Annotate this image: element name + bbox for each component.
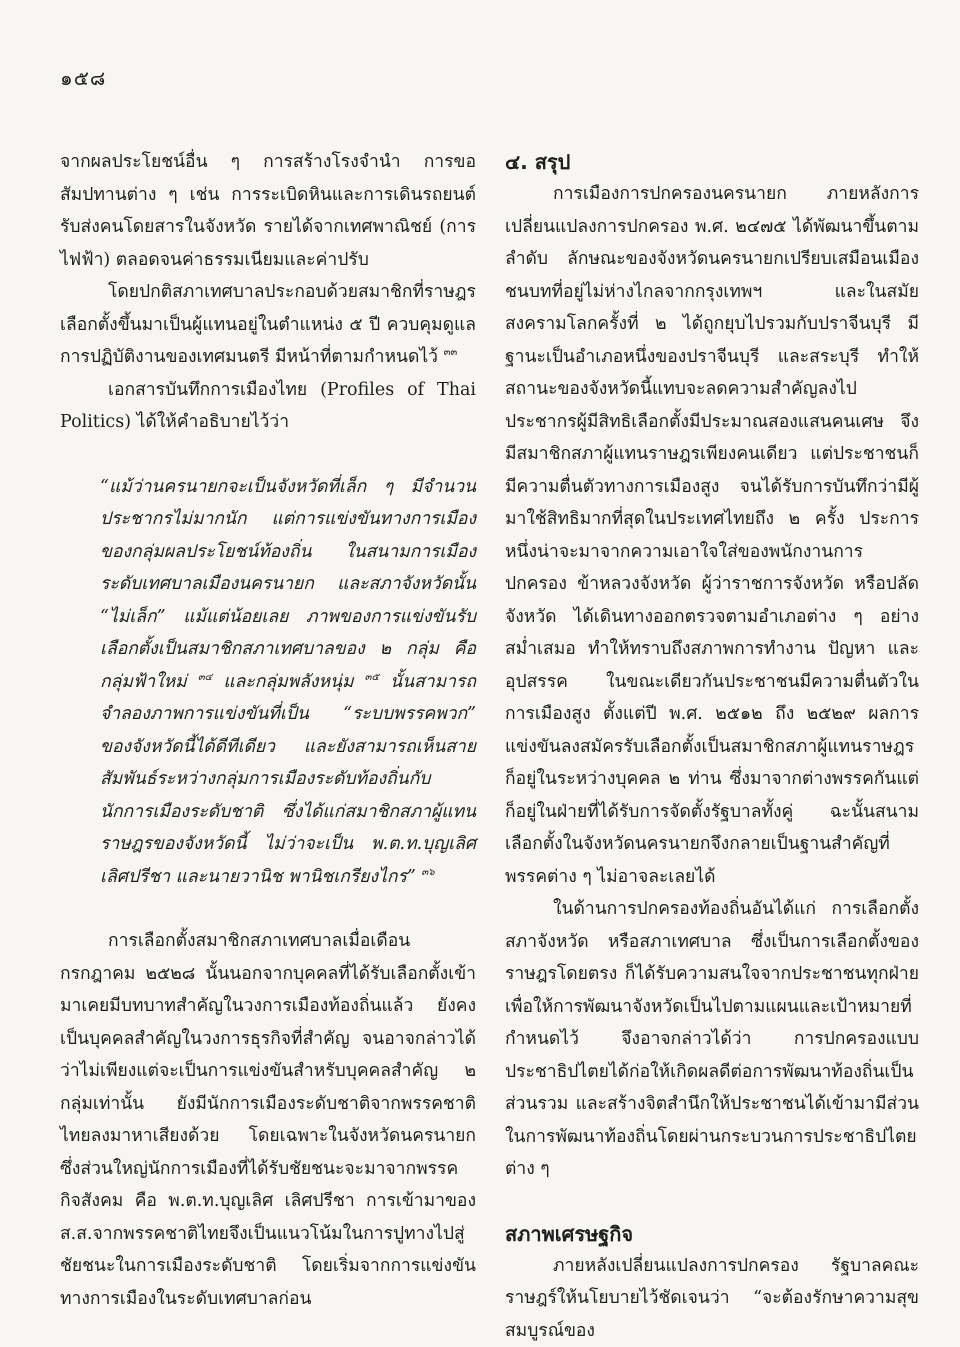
left-paragraph-1: จากผลประโยชน์อื่น ๆ การสร้างโรงจำนำ การขอสัมปทานต่าง ๆ เช่น การระเบิดหินและการเดินรถยนต์รับส่งคนโดยสารในจังหวัด รายได้จากเทศพาณิชย์ (การไฟฟ้า) ตลอดจนค่าธรรมเนียมและค่าปรับ xyxy=(60,146,476,276)
left-column xyxy=(60,146,476,1315)
quote-part-a: “แม้ว่านครนายกจะเป็นจังหวัดที่เล็ก ๆ มีจำนวนประชากรไม่มากนัก แต่การแข่งขันทางการเมืองของกลุ่มผลประโยชน์ท้องถิ่น ในสนามการเมืองระดับเทศบาลเมืองนครนายก และสภาจังหวัดนั้น “ไม่เล็ก” แม้แต่น้อยเลย ภาพของการแข่งขันรับเลือกตั้งเป็นสมาชิกสภาเทศบาลของ ๒ กลุ่ม คือ กลุ่มฟ้าใหม่ xyxy=(100,477,476,692)
left-paragraph-3: เอกสารบันทึกการเมืองไทย (Profiles of Thai Politics) ได้ให้คำอธิบายไว้ว่า xyxy=(60,374,476,439)
footnote-ref-34: ๓๔ xyxy=(198,672,212,683)
footnote-ref-33: ๓๓ xyxy=(444,347,458,358)
footnote-ref-36: ๓๖ xyxy=(421,867,434,878)
footnote-ref-35: ๓๕ xyxy=(365,672,379,683)
right-paragraph-3: ภายหลังเปลี่ยนแปลงการปกครอง รัฐบาลคณะราษฎร์ให้นโยบายไว้ชัดเจนว่า “จะต้องรักษาความสุขสมบูรณ์ของ xyxy=(505,1250,919,1347)
block-quote xyxy=(100,471,476,894)
spacer xyxy=(60,439,476,471)
section-heading-economy: สภาพเศรษฐกิจ xyxy=(505,1218,919,1250)
left-paragraph-2 xyxy=(60,276,476,374)
quote-part-b: และกลุ่มพลังหนุ่ม xyxy=(212,672,353,692)
right-paragraph-2: ในด้านการปกครองท้องถิ่นอันได้แก่ การเลือกตั้งสภาจังหวัด หรือสภาเทศบาล ซึ่งเป็นการเลือกตั้งของราษฎรโดยตรง ก็ได้รับความสนใจจากประชาชนทุกฝ่ายเพื่อให้การพัฒนาจังหวัดเป็นไปตามแผนและเป้าหมายที่กำหนดไว้ จึงอาจกล่าวได้ว่า การปกครองแบบประชาธิปไตยได้ก่อให้เกิดผลดีต่อการพัฒนาท้องถิ่นเป็นส่วนรวม และสร้างจิตสำนึกให้ประชาชนได้เข้ามามีส่วนในการพัฒนาท้องถิ่นโดยผ่านกระบวนการประชาธิปไตยต่าง ๆ xyxy=(505,893,919,1186)
left-paragraph-2-text: โดยปกติสภาเทศบาลประกอบด้วยสมาชิกที่ราษฎรเลือกตั้งขึ้นมาเป็นผู้แทนอยู่ในตำแหน่ง ๕ ปี ควบคุมดูแลการปฏิบัติงานของเทศมนตรี มีหน้าที่ตามกำหนดไว้ xyxy=(60,282,476,367)
right-column xyxy=(505,146,919,1347)
left-paragraph-4: การเลือกตั้งสมาชิกสภาเทศบาลเมื่อเดือนกรกฎาคม ๒๕๒๘ นั้นนอกจากบุคคลที่ได้รับเลือกตั้งเข้ามาเคยมีบทบาทสำคัญในวงการเมืองท้องถิ่นแล้ว ยังคงเป็นบุคคลสำคัญในวงการธุรกิจที่สำคัญ จนอาจกล่าวได้ว่าไม่เพียงแต่จะเป็นการแข่งขันสำหรับบุคคลสำคัญ ๒ กลุ่มเท่านั้น ยังมีนักการเมืองระดับชาติจากพรรคชาติไทยลงมาหาเสียงด้วย โดยเฉพาะในจังหวัดนครนายก ซึ่งส่วนใหญ่นักการเมืองที่ได้รับชัยชนะจะมาจากพรรคกิจสังคม คือ พ.ต.ท.บุญเลิศ เลิศปรีชา การเข้ามาของส.ส.จากพรรคชาติไทยจึงเป็นแนวโน้มในการปูทางไปสู่ชัยชนะในการเมืองระดับชาติ โดยเริ่มจากการแข่งขันทางการเมืองในระดับเทศบาลก่อน xyxy=(60,925,476,1315)
page-number: ๑๕๘ xyxy=(60,62,106,94)
spacer xyxy=(505,1186,919,1218)
spacer xyxy=(60,893,476,925)
section-heading-conclusion: ๔. สรุป xyxy=(505,146,919,178)
quote-part-c: นั้นสามารถจำลองภาพการแข่งขันที่เป็น “ระบบพรรคพวก” ของจังหวัดนี้ได้ดีทีเดียว และยังสามารถเห็นสายสัมพันธ์ระหว่างกลุ่มการเมืองระดับท้องถิ่นกับนักการเมืองระดับชาติ ซึ่งได้แก่สมาชิกสภาผู้แทนราษฎรของจังหวัดนี้ ไม่ว่าจะเป็น พ.ต.ท.บุญเลิศ เลิศปรีชา และนายวานิช พานิชเกรียงไกร” xyxy=(100,672,476,887)
quote-text xyxy=(100,471,476,894)
right-paragraph-1: การเมืองการปกครองนครนายก ภายหลังการเปลี่ยนแปลงการปกครอง พ.ศ. ๒๔๗๕ ได้พัฒนาขึ้นตามลำดับ ลักษณะของจังหวัดนครนายกเปรียบเสมือนเมืองชนบทที่อยู่ไม่ห่างไกลจากกรุงเทพฯ และในสมัยสงครามโลกครั้งที่ ๒ ได้ถูกยุบไปรวมกับปราจีนบุรี มีฐานะเป็นอำเภอหนึ่งของปราจีนบุรี และสระบุรี ทำให้สถานะของจังหวัดนี้แทบจะลดความสำคัญลงไป ประชากรผู้มีสิทธิเลือกตั้งมีประมาณสองแสนคนเศษ จึงมีสมาชิกสภาผู้แทนราษฎรเพียงคนเดียว แต่ประชาชนก็มีความตื่นตัวทางการเมืองสูง จนได้รับการบันทึกว่ามีผู้มาใช้สิทธิมากที่สุดในประเทศไทยถึง ๒ ครั้ง ประการหนึ่งน่าจะมาจากความเอาใจใส่ของพนักงานการปกครอง ข้าหลวงจังหวัด ผู้ว่าราชการจังหวัด หรือปลัดจังหวัด ได้เดินทางออกตรวจตามอำเภอต่าง ๆ อย่างสม่ำเสมอ ทำให้ทราบถึงสภาพการทำงาน ปัญหา และอุปสรรค ในขณะเดียวกันประชาชนมีความตื่นตัวในการเมืองสูง ตั้งแต่ปี พ.ศ. ๒๕๑๒ ถึง ๒๕๒๙ ผลการแข่งขันลงสมัครรับเลือกตั้งเป็นสมาชิกสภาผู้แทนราษฎรก็อยู่ในระหว่างบุคคล ๒ ท่าน ซึ่งมาจากต่างพรรคกันแต่ก็อยู่ในฝ่ายที่ได้รับการจัดตั้งรัฐบาลทั้งคู่ ฉะนั้นสนามเลือกตั้งในจังหวัดนครนายกจึงกลายเป็นฐานสำคัญที่พรรคต่าง ๆ ไม่อาจละเลยได้ xyxy=(505,178,919,893)
